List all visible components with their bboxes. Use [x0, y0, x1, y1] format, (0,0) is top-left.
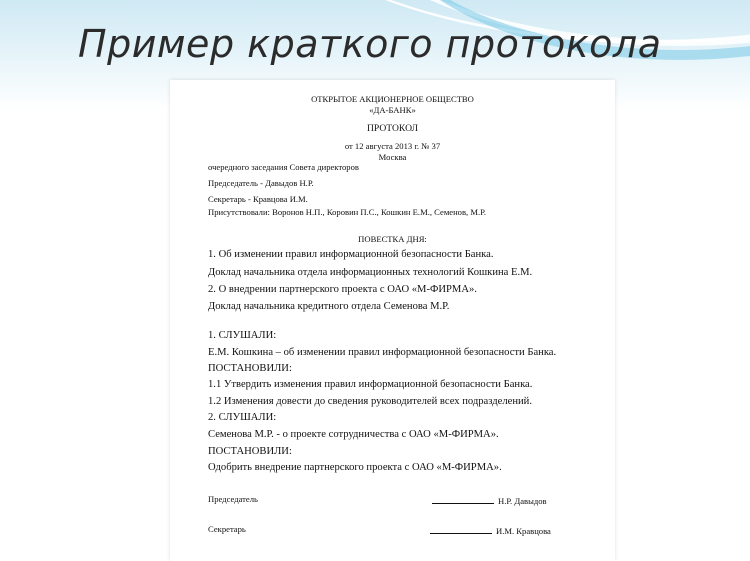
body-line: 2. СЛУШАЛИ: [208, 412, 277, 423]
body-line: 1. СЛУШАЛИ: [208, 330, 277, 341]
document-type: ПРОТОКОЛ [366, 123, 419, 134]
agenda-item: 2. О внедрении партнерского проекта с ОАО «М-ФИРМА». [208, 284, 477, 295]
signature-role-secretary: Секретарь [208, 524, 246, 534]
agenda-title: ПОВЕСТКА ДНЯ: [358, 234, 427, 244]
signature-line [430, 524, 492, 534]
attendees-line: Присутствовали: Воронов Н.П., Коровин П.С., Кошкин Е.М., Семенов, М.Р. [208, 207, 486, 217]
body-line: ПОСТАНОВИЛИ: [208, 446, 292, 457]
protocol-document [170, 80, 615, 561]
signature-chairman [432, 494, 547, 506]
signature-line [432, 494, 494, 504]
document-city: Москва [378, 152, 407, 162]
signature-role-chairman: Председатель [208, 494, 258, 504]
body-line: Одобрить внедрение партнерского проекта с ОАО «М-ФИРМА». [208, 462, 502, 473]
agenda-item: Доклад начальника кредитного отдела Семенова М.Р. [208, 301, 450, 312]
chairman-line: Председатель - Давыдов Н.Р. [208, 178, 314, 188]
body-line: ПОСТАНОВИЛИ: [208, 363, 292, 374]
agenda-item: Доклад начальника отдела информационных технологий Кошкина Е.М. [208, 267, 533, 278]
slide-title: Пример краткого протокола [78, 22, 662, 66]
signature-name-secretary: И.М. Кравцова [496, 526, 551, 536]
org-name-line1: ОТКРЫТОЕ АКЦИОНЕРНОЕ ОБЩЕСТВО [311, 94, 474, 104]
signature-name-chairman: Н.Р. Давыдов [498, 496, 547, 506]
agenda-item: 1. Об изменении правил информационной безопасности Банка. [208, 249, 494, 260]
secretary-line: Секретарь - Кравцова И.М. [208, 194, 308, 204]
document-date-number: от 12 августа 2013 г. № 37 [344, 141, 441, 151]
org-name-line2: «ДА-БАНК» [369, 105, 416, 115]
meeting-description: очередного заседания Совета директоров [208, 162, 359, 172]
body-line: 1.1 Утвердить изменения правил информационной безопасности Банка. [208, 379, 533, 390]
body-line: Е.М. Кошкина – об изменении правил информационной безопасности Банка. [208, 347, 557, 358]
body-line: Семенова М.Р. - о проекте сотрудничества с ОАО «М-ФИРМА». [208, 429, 499, 440]
signature-secretary [430, 524, 551, 536]
body-line: 1.2 Изменения довести до сведения руководителей всех подразделений. [208, 396, 532, 407]
